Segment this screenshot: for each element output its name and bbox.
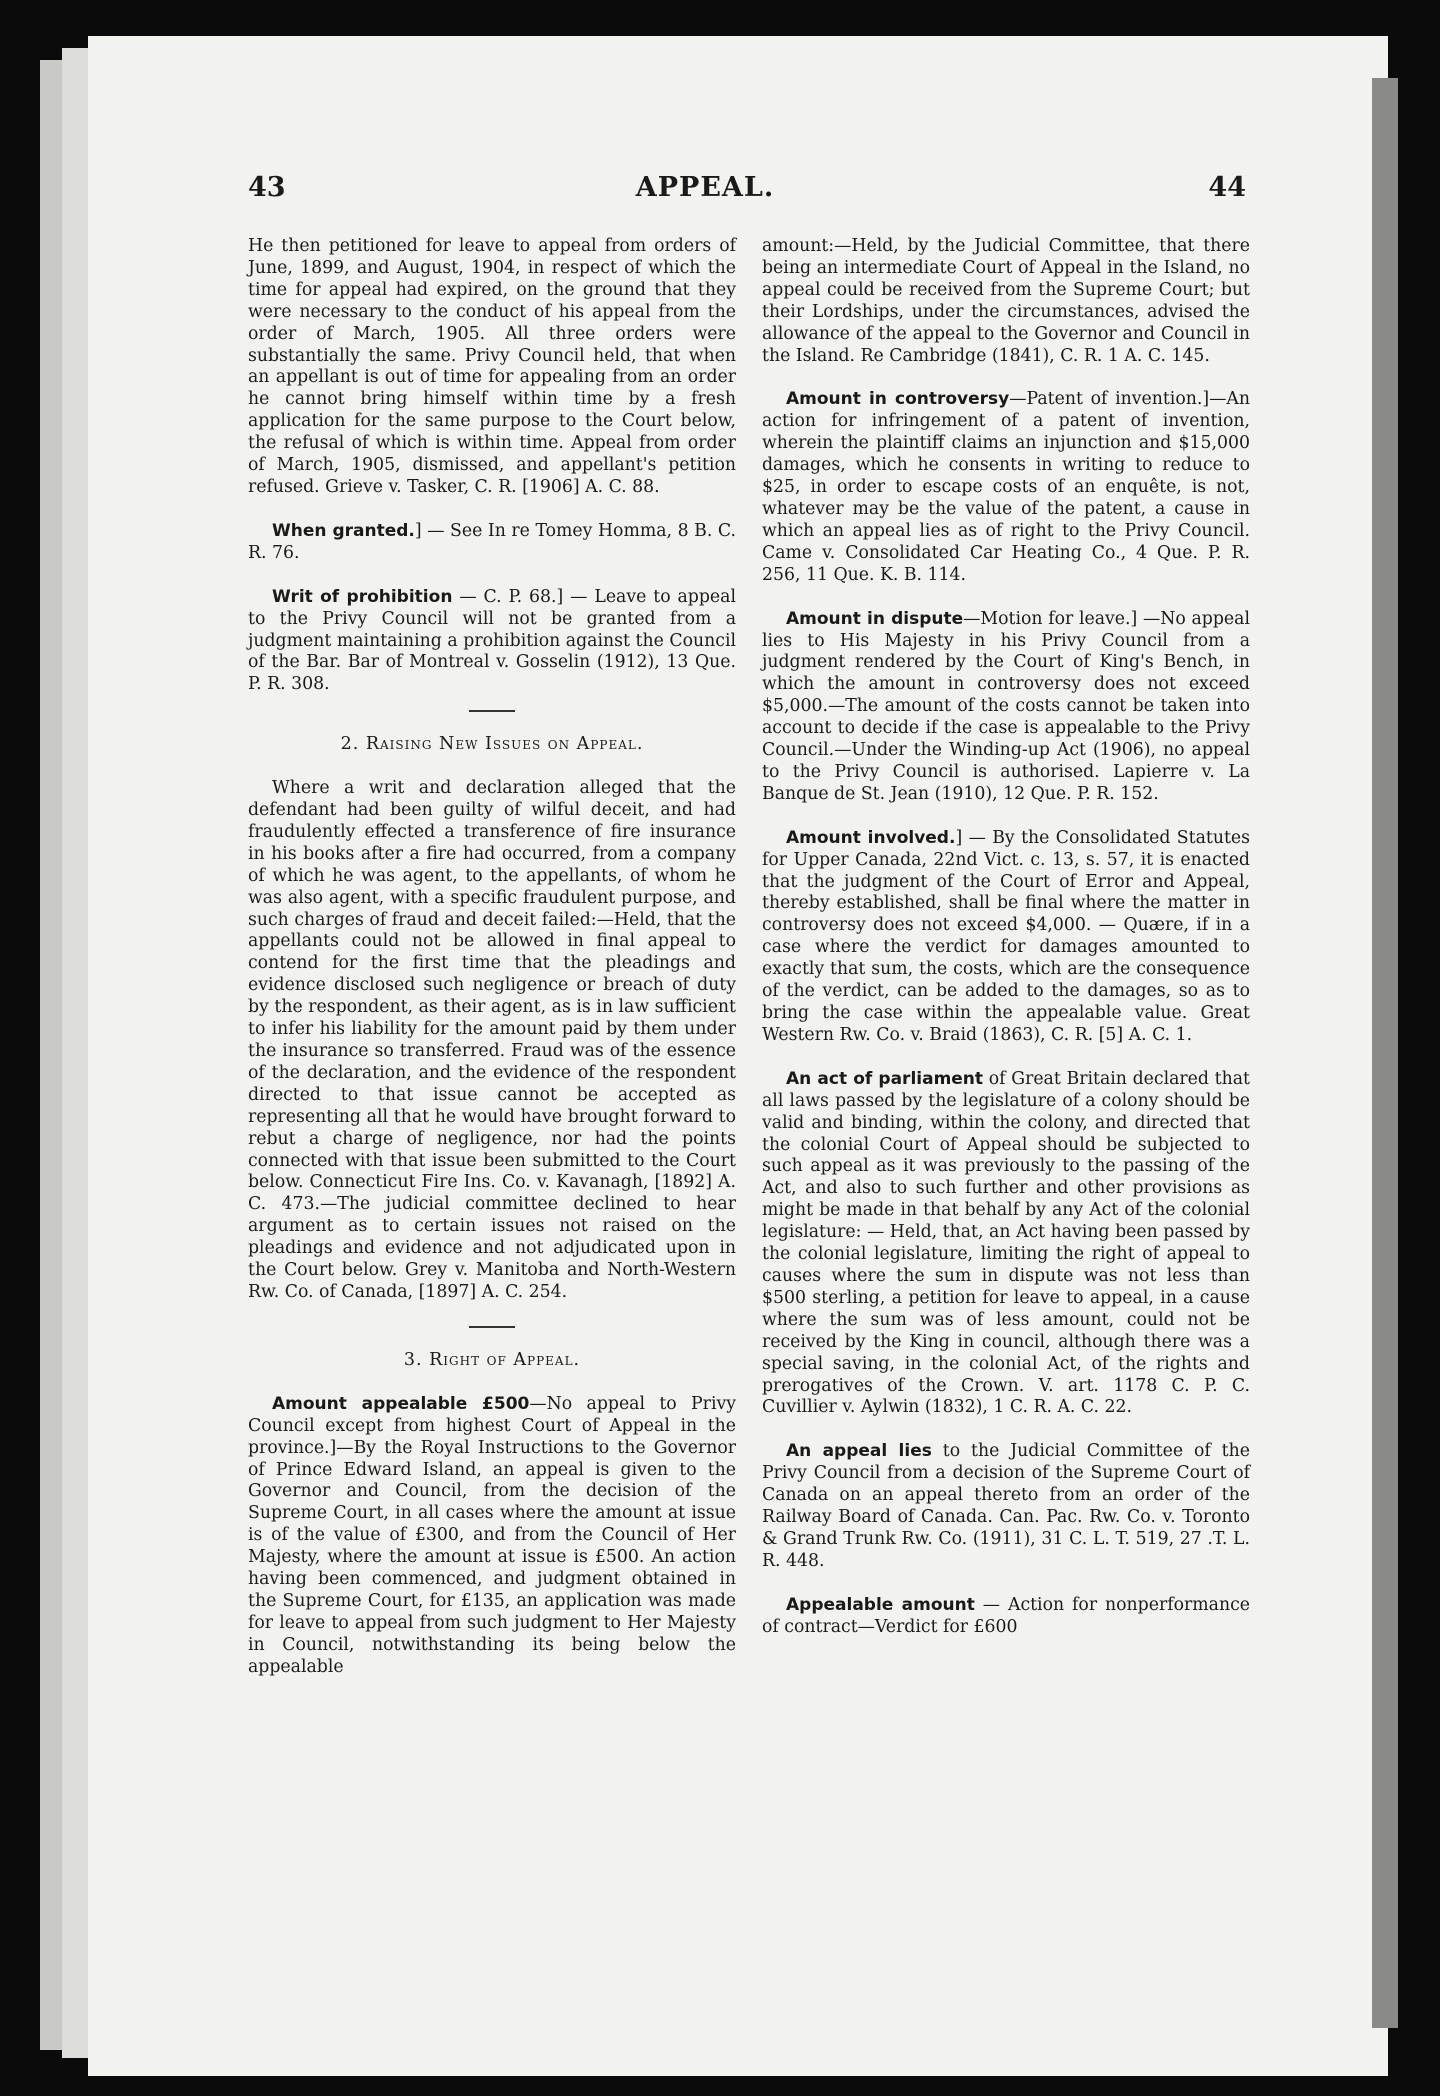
entry-appealable-amount: [762, 1595, 1250, 1639]
right-page-number: 44: [1208, 172, 1246, 203]
section-heading-right-of-appeal: 3. Right of Appeal.: [403, 1349, 581, 1370]
headword-amount-appealable: Amount appealable £500: [272, 1393, 530, 1414]
headword-act-of-parliament: An act of parliament: [786, 1068, 984, 1089]
entry-text-amount-in-controversy: —Patent of invention.]—An action for infringement of a patent of invention, wherein the plaintiff claims an injunction and $15,000 damages, which he consents in writing to reduce to $25, in order to escape costs of an enquête, is not, whatever may be the value of the patent, a cause in which an appeal lies as of right to the Privy Council. Came v. Consolidated Car Heating Co., 4 Que. P. R. 256, 11 Que. K. B. 114.: [762, 389, 1250, 585]
page-header: [160, 172, 1250, 222]
left-page-number: 43: [248, 172, 286, 203]
page-title: APPEAL.: [635, 172, 775, 203]
section-heading-raising-new-issues: 2. Raising New Issues on Appeal.: [340, 734, 644, 755]
entry-amount-in-controversy: [762, 389, 1250, 586]
left-column: [248, 236, 736, 1679]
paragraph-raising-new-issues: Where a writ and declaration alleged that the defendant had been guilty of wilful deceit, and had fraudulently effected a transference of fire insurance in his books after a fire had occurred, from a company of which he was agent, to the appellants, of whom he was also agent, with a specific fraudulent purpose, and such charges of fraud and deceit failed:—Held, that the appellants could not be allowed in final appeal to contend for the first time that the pleadings and evidence disclosed such negligence or breach of duty by the respondent, as their agent, as is in law sufficient to infer his liability for the amount paid by them under the insurance so transferred. Fraud was of the essence of the declaration, and the evidence of the respondent directed to that issue cannot be accepted as representing all that he would have brought forward to rebut a charge of negligence, nor had the points connected with that issue been submitted to the Court below. Connecticut Fire Ins. Co. v. Kavanagh, [1892] A. C. 473.—The judicial committee declined to hear argument as to certain issues not raised on the pleadings and evidence and not adjudicated upon in the Court below. Grey v. Manitoba and North-Western Rw. Co. of Canada, [1897] A. C. 254.: [248, 778, 736, 1302]
paragraph-re-cambridge: amount:—Held, by the Judicial Committee, that there being an intermediate Court of Appeal in the Island, no appeal could be received from the Supreme Court; but their Lordships, under the circumstances, advised the allowance of the appeal to the Governor and Council in the Island. Re Cambridge (1841), C. R. 1 A. C. 145.: [762, 236, 1250, 366]
headword-appealable-amount: Appealable amount: [786, 1594, 975, 1615]
entry-text-an-appeal-lies: to the Judicial Committee of the Privy Council from a decision of the Supreme Court of Canada on an appeal thereto from an order of the Railway Board of Canada. Can. Pac. Rw. Co. v. Toronto & Grand Trunk Rw. Co. (1911), 31 C. L. T. 519, 27 .T. L. R. 448.: [762, 1441, 1250, 1571]
headword-amount-in-dispute: Amount in dispute: [786, 608, 964, 629]
entry-text-amount-in-dispute: —Motion for leave.] —No appeal lies to His Majesty in his Privy Council from a judgment rendered by the Court of King's Bench, in which the amount in controversy does not exceed $5,000.—The amount of the costs cannot be taken into account to decide if the case is appealable to the Privy Council.—Under the Winding-up Act (1906), no appeal to the Privy Council is authorised. Lapierre v. La Banque de St. Jean (1910), 12 Que. P. R. 152.: [762, 608, 1250, 804]
entry-an-appeal-lies: [762, 1441, 1250, 1572]
entry-amount-appealable: [248, 1394, 736, 1679]
entry-text-amount-appealable: —No appeal to Privy Council except from highest Court of Appeal in the province.]—By the Royal Instructions to the Governor of Prince Edward Island, an appeal is given to the Governor and Council, from the decision of the Supreme Court, in all cases where the amount at issue is of the value of £300, and from the Council of Her Majesty, where the amount at issue is £500. An action having been commenced, and judgment obtained in the Supreme Court, for £135, an application was made for leave to appeal from such judgment to Her Majesty in Council, notwithstanding its being below the appealable: [248, 1393, 736, 1677]
entry-amount-involved: [762, 828, 1250, 1047]
paragraph-grieve-tasker: He then petitioned for leave to appeal from orders of June, 1899, and August, 1904, in respect of which the time for appeal had expired, on the ground that they were necessary to the conduct of his appeal from the order of March, 1905. All three orders were substantially the same. Privy Council held, that when an appellant is out of time for appealing from an order he cannot bring himself within time by a fresh application for the same purpose to the Court below, the refusal of which is within time. Appeal from order of March, 1905, dismissed, and appellant's petition refused. Grieve v. Tasker, C. R. [1906] A. C. 88.: [248, 236, 736, 497]
entry-text-when-granted: ] — See In re Tomey Homma, 8 B. C. R. 76.: [248, 520, 736, 563]
right-column: [762, 236, 1250, 1639]
entry-text-writ-of-prohibition: — C. P. 68.] — Leave to appeal to the Privy Council will not be granted from a judgment maintaining a prohibition against the Council of the Bar. Bar of Montreal v. Gosselin (1912), 13 Que. P. R. 308.: [248, 586, 736, 695]
entry-amount-in-dispute: [762, 609, 1250, 806]
page-edge-right: [1372, 78, 1398, 2028]
entry-when-granted: [248, 521, 736, 565]
entry-act-of-parliament: [762, 1069, 1250, 1420]
headword-when-granted: When granted.: [272, 520, 415, 541]
headword-an-appeal-lies: An appeal lies: [786, 1441, 932, 1462]
entry-text-appealable-amount: — Action for nonperformance of contract—Verdict for £600: [762, 1594, 1251, 1637]
headword-amount-in-controversy: Amount in controversy: [786, 389, 1010, 410]
entry-text-amount-involved: ] — By the Consolidated Statutes for Upper Canada, 22nd Vict. c. 13, s. 57, it is enacted that the judgment of the Court of Error and Appeal, thereby established, shall be final where the matter in controversy does not exceed $4,000. — Quære, if in a case where the verdict for damages amounted to exactly that sum, the costs, which are the consequence of the verdict, can be added to the damages, so as to bring the case within the appealable value. Great Western Rw. Co. v. Braid (1863), C. R. [5] A. C. 1.: [762, 827, 1251, 1045]
headword-amount-involved: Amount involved.: [786, 827, 956, 848]
headword-writ-of-prohibition: Writ of prohibition: [272, 586, 453, 607]
entry-writ-of-prohibition: [248, 587, 736, 697]
entry-text-act-of-parliament: of Great Britain declared that all laws passed by the legislature of a colony should be valid and binding, within the colony, and directed that the colonial Court of Appeal should be subjected to such appeal as it was previously to the passing of the Act, and also to such further and other provisions as might be made in that behalf by any Act of the colonial legislature: — Held, that, an Act having been passed by the colonial legislature, limiting the right of appeal to causes where the sum in dispute was not less than $500 sterling, a petition for leave to appeal, in a cause where the sum was of less amount, could not be received by the King in council, although there was a special saving, in the colonial Act, of the rights and prerogatives of the Crown. V. art. 1178 C. P. C. Cuvillier v. Aylwin (1832), 1 C. R. A. C. 22.: [762, 1068, 1250, 1418]
